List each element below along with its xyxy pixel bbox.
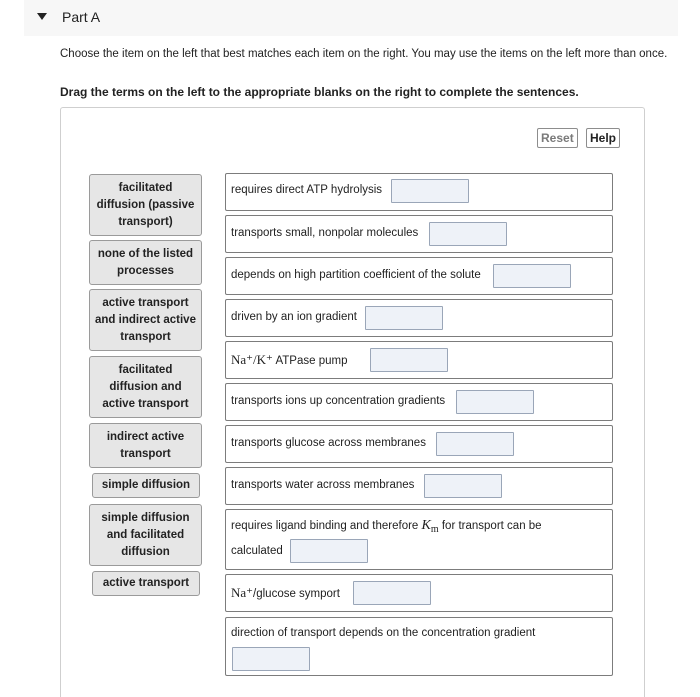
drop-blank[interactable]	[370, 348, 448, 372]
statement-row	[225, 341, 613, 379]
km-subscript: m	[430, 524, 439, 535]
term-label: simple diffusion and facilitated diffusion	[101, 511, 190, 558]
statement-row	[225, 173, 613, 211]
statement-row	[225, 509, 613, 570]
statement-row	[225, 383, 613, 421]
drop-blank[interactable]	[424, 474, 502, 498]
statement-row	[225, 467, 613, 505]
drop-blank[interactable]	[429, 222, 507, 246]
drop-blank[interactable]	[232, 647, 310, 671]
term-facilitated-and-active[interactable]	[89, 356, 202, 418]
term-indirect-active[interactable]	[89, 423, 202, 468]
drop-blank[interactable]	[436, 432, 514, 456]
sodium-potassium-formula: Na⁺/K⁺	[231, 352, 273, 367]
statement-text	[231, 518, 542, 534]
term-active-and-indirect-active[interactable]	[89, 289, 202, 351]
drop-blank[interactable]	[391, 179, 469, 203]
term-facilitated-diffusion-passive[interactable]	[89, 174, 202, 236]
statement-text	[231, 585, 340, 601]
statement-text: transports small, nonpolar molecules	[231, 227, 419, 239]
term-label: facilitated diffusion (passive transport)	[96, 181, 195, 228]
statement-text: driven by an ion gradient	[231, 311, 357, 323]
sodium-formula: Na⁺	[231, 585, 254, 600]
instructions-text: Choose the item on the left that best matches each item on the right. You may use the items on the left more than once.	[60, 48, 668, 60]
statement-line2: calculated	[231, 545, 283, 557]
help-button[interactable]: Help	[586, 128, 620, 148]
reset-button[interactable]: Reset	[537, 128, 578, 148]
statement-row	[225, 425, 613, 463]
statement-text: transports glucose across membranes	[231, 437, 426, 449]
statement-text	[231, 352, 347, 368]
statement-text: transports ions up concentration gradients	[231, 395, 446, 407]
statement-text: depends on high partition coefficient of the solute	[231, 269, 481, 281]
statement-row	[225, 299, 613, 337]
drop-blank[interactable]	[456, 390, 534, 414]
collapse-caret-icon[interactable]	[37, 13, 47, 20]
statement-text: requires direct ATP hydrolysis	[231, 184, 383, 196]
statement-row	[225, 617, 613, 676]
term-label: facilitated diffusion and active transport	[102, 363, 189, 410]
drop-blank[interactable]	[365, 306, 443, 330]
term-label: none of the listed processes	[97, 247, 194, 277]
part-title: Part A	[62, 9, 101, 25]
statement-row	[225, 215, 613, 253]
statement-suffix: for transport can be	[438, 520, 542, 532]
term-none-of-listed[interactable]	[89, 240, 202, 285]
statement-text: transports water across membranes	[231, 479, 415, 491]
drop-blank[interactable]	[493, 264, 571, 288]
drag-instructions: Drag the terms on the left to the appropriate blanks on the right to complete the sentences.	[60, 85, 579, 99]
km-symbol: K	[421, 518, 431, 533]
statement-suffix: ATPase pump	[272, 355, 348, 367]
drop-blank[interactable]	[290, 539, 368, 563]
statement-row	[225, 574, 613, 612]
term-simple-and-facilitated[interactable]	[89, 504, 202, 566]
term-label: simple diffusion	[101, 479, 191, 491]
statement-suffix: /glucose symport	[253, 588, 340, 600]
part-a-header[interactable]	[24, 0, 678, 36]
statement-prefix: requires ligand binding and therefore	[231, 520, 422, 532]
term-label: indirect active transport	[106, 430, 185, 460]
statement-row	[225, 257, 613, 295]
term-label: active transport and indirect active transport	[95, 296, 196, 343]
statement-text: direction of transport depends on the concentration gradient	[231, 627, 536, 639]
term-simple-diffusion[interactable]	[92, 473, 200, 498]
term-active-transport[interactable]	[92, 571, 200, 596]
drop-blank[interactable]	[353, 581, 431, 605]
term-label: active transport	[102, 577, 190, 589]
